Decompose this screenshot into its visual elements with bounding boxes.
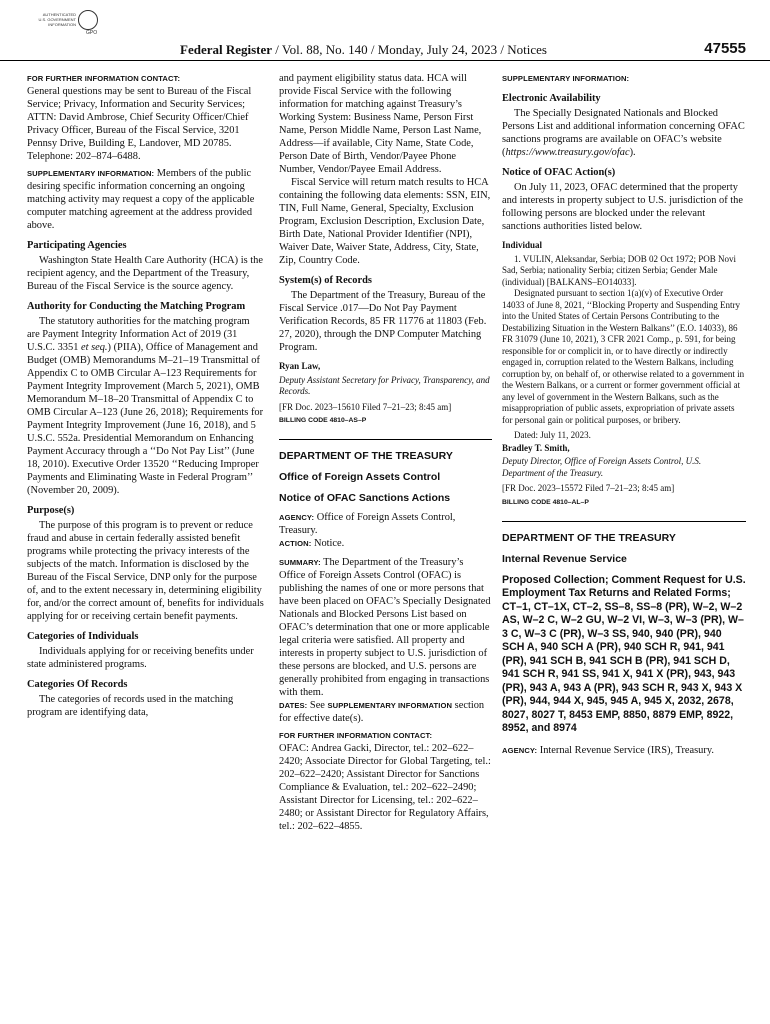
supplementary-label: SUPPLEMENTARY INFORMATION: — [27, 169, 155, 178]
electronic-text-part: ). — [629, 147, 636, 158]
department-heading: DEPARTMENT OF THE TREASURY — [279, 450, 453, 462]
contact-text: General questions may be sent to Bureau of the Fiscal Service; Privacy, Information and Security Services; ATTN: David Ambrose, Chief Security Officer/Chief Privacy Officer, Bureau of the Fiscal Service, 3201 Pennsy Drive, Building E, Landover, MD 20785. Telephone: 202–874–6488. — [27, 86, 252, 162]
signer-name: Bradley T. Smith, — [502, 442, 570, 453]
eagle-seal-icon — [78, 10, 98, 30]
agency-label: AGENCY: — [279, 513, 315, 522]
participating-agencies-text: Washington State Health Care Authority (HCA) is the recipient agency, and the Department of the Treasury, Bureau of the Fiscal Service is the source agency. — [27, 255, 263, 292]
authority-text — [27, 315, 264, 497]
records-continued-text: and payment eligibility status data. HCA will provide Fiscal Service with the following information for matching against Treasury’s Working System: Business Name, Person First Name, Person Middle Name, Person Last Name, Address—if available, City Name, State Code, Person Date of Birth, Vendor/Payee Phone Number, Vendor/Payee Email Address. — [279, 73, 482, 175]
agency-text: Office of Foreign Assets Control, Treasury. — [279, 512, 456, 536]
column-1 — [27, 72, 264, 719]
notice-title: Notice of OFAC Sanctions Actions — [279, 492, 451, 504]
dates-text: See — [307, 700, 328, 711]
designation-text: Designated pursuant to section 1(a)(v) of Executive Order 14033 of June 8, 2021, ‘‘Blocking Property and Suspending Entry into the United States of Certain Persons Contributing to the Destabilizing Situation in the Western Balkans’’ (E.O. 14033), 86 FR 31079 (June 10, 2021), 3 CFR 2021 Comp., p. 591, for being responsible for or complicit in, or to have directly or indirectly engaged in, corruption related to the Western Balkans, including corruption by, on behalf of, or otherwise related to a government in the Western Balkans, or a current or former government official at any level of government in the Western Balkans, such as the misappropriation of public assets, expropriation of private assets for personal gain or political purposes, or bribery. — [502, 288, 745, 425]
running-header — [0, 42, 770, 61]
heading-authority: Authority for Conducting the Matching Program — [27, 301, 246, 312]
section-divider — [279, 439, 492, 440]
supplementary-text: Members of the public desiring specific information concerning an ongoing matching activity may request a copy of the applicable computer matching agreement at the address provided above. — [27, 168, 255, 231]
supplementary-paragraph — [27, 167, 264, 232]
electronic-availability-text — [502, 107, 746, 159]
notice-of-action-text: On July 11, 2023, OFAC determined that the property and interests in property subject to U.S. jurisdiction of the following persons are blocked under the relevant sanctions authorities listed below. — [502, 182, 743, 232]
agency-paragraph — [279, 511, 492, 537]
page-number: 47555 — [704, 40, 746, 57]
action-label: ACTION: — [279, 539, 312, 548]
summary-text: The Department of the Treasury’s Office of Foreign Assets Control (OFAC) is publishing the names of one or more persons that have been placed on OFAC’s Specially Designated Nationals and Blocked Persons List based on OFAC’s determination that one or more applicable legal criteria were satisfied. All property and interests in property subject to U.S. jurisdiction of these persons are blocked, and U.S. persons are generally prohibited from engaging in transactions with them. — [279, 557, 491, 698]
fr-doc-line: [FR Doc. 2023–15572 Filed 7–21–23; 8:45 am] — [502, 483, 675, 493]
heading-categories-individuals: Categories of Individuals — [27, 631, 139, 642]
proposed-collection-title: Proposed Collection; Comment Request for U.S. Employment Tax Returns and Related Forms; CT–1, CT–1X, CT–2, SS–8, SS–8 (PR), W–2, W–2 AS, W–2 C, W–2 GU, W–2 VI, W–3, W–3 (PR), W–3 C, W–3 C (PR), W–3 SS, 940, 940 (PR), 940 SCH A, 940 SCH A (PR), 940 SCH R, 941, 941 (PR), 941 SCH B, 941 SCH B (PR), 941 SCH D, 941 SCH R, 941 SS, 941 X, 941 X (PR), 943, 943 (PR), 943 A, 943 A (PR), 943 SCH R, 943 X, 943 X (PR), 944, 944 X, 945, 945 A, 945 X, 2032, 2678, 8027, 8027 T, 8453 EMP, 8850, 8879 EMP, 8922, 8952, and 8974 — [502, 573, 746, 734]
categories-records-text: The categories of records used in the matching program are identifying data, — [27, 694, 234, 718]
match-results-text: Fiscal Service will return match results to HCA containing the following data elements: SSN, EIN, TIN, Full Name, General, Specialty, Exclusion Program, Exclusion Description, Exclusion Date, Birth Date, National Provider Identifier (NPI), Waiver Date, Waiver State, Address, City, State, Zip, Country Code. — [279, 177, 491, 266]
ofac-website-link[interactable]: https://www.treasury.gov/ofac — [505, 147, 630, 158]
column-2 — [279, 72, 492, 833]
signer-title: Deputy Director, Office of Foreign Assets Control, U.S. Department of the Treasury. — [502, 456, 702, 478]
summary-label: SUMMARY: — [279, 558, 321, 567]
header-issue-info: / Vol. 88, No. 140 / Monday, July 24, 2023 / Notices — [272, 42, 547, 57]
section-divider — [502, 521, 746, 522]
agency-text: Internal Revenue Service (IRS), Treasury. — [537, 744, 714, 756]
signer-name: Ryan Law, — [279, 361, 321, 371]
gpo-line: AUTHENTICATED — [42, 12, 76, 17]
authority-text-part: The statutory authorities for the matching program are Payment Integrity Information Act of 2019 (31 U.S.C. 3351 — [27, 316, 250, 353]
heading-notice-of-action: Notice of OFAC Action(s) — [502, 167, 616, 178]
contact-label: FOR FURTHER INFORMATION CONTACT: — [279, 731, 433, 740]
agency-paragraph — [502, 744, 746, 757]
office-heading: Office of Foreign Assets Control — [279, 471, 441, 483]
agency-heading: Internal Revenue Service — [502, 552, 627, 565]
department-heading: DEPARTMENT OF THE TREASURY — [502, 531, 676, 544]
dates-inline-label: SUPPLEMENTARY INFORMATION — [327, 701, 453, 710]
electronic-text-part: The Specially Designated Nationals and Blocked Persons List and additional information concerning OFAC sanctions programs are available on OFAC’s website ( — [502, 108, 745, 158]
column-3 — [502, 72, 746, 757]
action-text: Notice. — [311, 538, 345, 549]
authority-italic: et seq. — [80, 342, 108, 353]
heading-participating-agencies: Participating Agencies — [27, 240, 127, 251]
authority-text-part: ) (PIIA), Office of Management and Budget (OMB) Memorandums M–21–19 Transmittal of Appendix C to OMB Circular A–123 Requirements for Payment Integrity Improvement (March 5, 2021), OMB Memorandum M–18–20 Transmittal of Appendix C to OMB Circular A–123 (June 26, 2018); Requirements for Payment Integrity Improvement (June 16, 2018), and 5 U.S.C. 552a. Presidential Memorandum on Enhancing Payment Accuracy through a ‘‘Do Not Pay List’’ (June 18, 2010). Executive Order 13520 ‘‘Reducing Improper Payments and Eliminating Waste in Federal Program’’ (November 20, 2009). — [27, 342, 264, 496]
purpose-text: The purpose of this program is to prevent or reduce fraud and abuse in certain federally assisted benefit programs while protecting the privacy interests of the subjects of the match. Information is disclosed by the Bureau of the Fiscal Service, DNP only for the purpose of, and to the extent necessary in, determining eligibility for, and/or the correct amount of, benefits for individuals applying for or receiving certain benefit payments. — [27, 520, 264, 622]
billing-code: BILLING CODE 4810–AL–P — [502, 498, 589, 506]
heading-individual: Individual — [502, 240, 543, 250]
heading-systems-of-records: System(s) of Records — [279, 275, 372, 286]
gpo-line: U.S. GOVERNMENT — [38, 17, 76, 22]
dates-text: section for effective date(s). — [279, 700, 485, 724]
summary-paragraph — [279, 556, 492, 699]
gpo-authentication-logo — [24, 8, 110, 34]
header-citation — [180, 42, 547, 58]
agency-label: AGENCY: — [502, 745, 538, 755]
action-paragraph — [279, 537, 492, 550]
dates-label: DATES: — [279, 701, 308, 710]
heading-electronic-availability: Electronic Availability — [502, 93, 601, 104]
contact-text: OFAC: Andrea Gacki, Director, tel.: 202–622–2420; Associate Director for Global Targeting, tel.: 202–622–2420; Assistant Director for Sanctions Compliance & Evaluation, tel.: 202–622–2490; Assistant Director for Licensing, tel.: 202–622–2480; or Assistant Director for Regulatory Affairs, tel.: 202–622–4855. — [279, 743, 491, 832]
heading-purpose: Purpose(s) — [27, 505, 75, 516]
gpo-line: INFORMATION — [48, 22, 76, 27]
individual-entry: 1. VULIN, Aleksandar, Serbia; DOB 02 Oct 1972; POB Novi Sad, Serbia; nationality Serbia; citizen Serbia; Gender Male (individual) [BALKANS–EO14033]. — [502, 253, 736, 287]
categories-individuals-text: Individuals applying for or receiving benefits under state administered programs. — [27, 646, 254, 670]
signer-title: Deputy Assistant Secretary for Privacy, Transparency, and Records. — [279, 374, 490, 396]
systems-of-records-text: The Department of the Treasury, Bureau of the Fiscal Service .017—Do Not Pay Payment Verification Records, 85 FR 11776 at 11803 (Feb. 27, 2020), through the DNP Computer Matching Program. — [279, 290, 487, 353]
billing-code: BILLING CODE 4810–AS–P — [279, 417, 367, 424]
gpo-label: GPO — [86, 30, 98, 36]
gpo-logo-text — [24, 12, 76, 27]
heading-categories-records: Categories Of Records — [27, 679, 128, 690]
publication-title: Federal Register — [180, 42, 273, 57]
dates-paragraph — [279, 699, 492, 725]
contact-label: FOR FURTHER INFORMATION CONTACT: — [27, 74, 181, 83]
fr-doc-line: [FR Doc. 2023–15610 Filed 7–21–23; 8:45 am] — [279, 401, 452, 412]
dated-line: Dated: July 11, 2023. — [514, 430, 591, 440]
supplementary-label: SUPPLEMENTARY INFORMATION: — [502, 74, 630, 83]
